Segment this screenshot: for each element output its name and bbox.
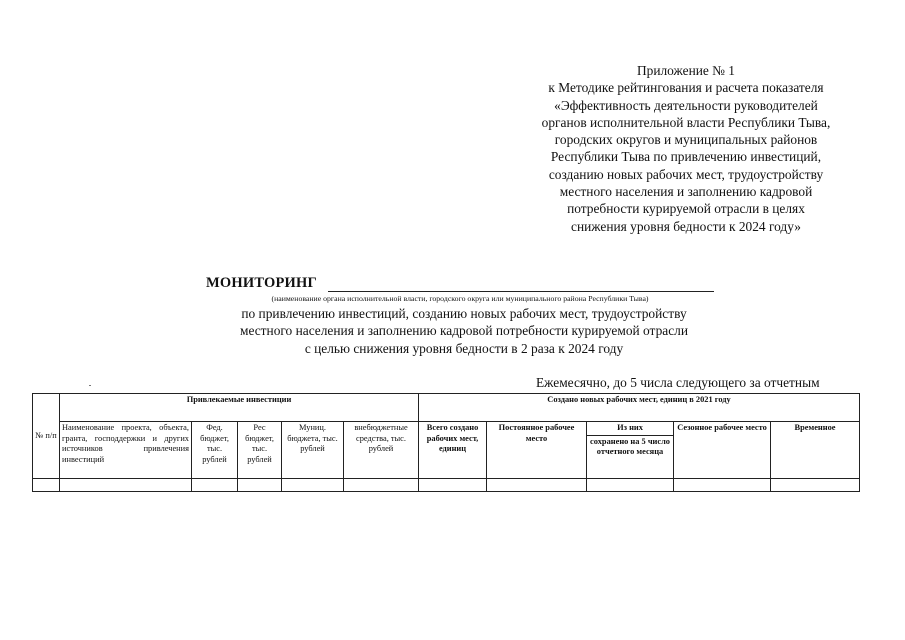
monitoring-subtitle — [190, 305, 738, 357]
monitoring-line: с целью снижения уровня бедности в 2 раза к 2024 году — [304, 340, 624, 356]
col-federal-budget-header: Фед. бюджет, тыс. рублей — [192, 422, 238, 479]
monitoring-note: (наименование органа исполнительной власти, городского округа или муниципального района Республики Тыва) — [271, 294, 649, 303]
appendix-line: городских округов и муниципальных районов — [554, 132, 818, 148]
col-republic-budget-header: Рес бюджет, тыс. рублей — [238, 422, 282, 479]
scan-speck — [89, 385, 91, 386]
table-cell — [344, 479, 419, 492]
table-cell — [674, 479, 771, 492]
monitoring-line: по привлечению инвестиций, созданию новых рабочих мест, трудоустройству — [241, 306, 687, 321]
fill-in-line — [328, 291, 714, 292]
of-them-label: Из них — [587, 423, 673, 436]
monitoring-table-wrap — [32, 393, 859, 492]
appendix-line: органов исполнительной власти Республики Тыва, — [541, 114, 831, 130]
col-seasonal-header: Сезонное рабочее место — [674, 422, 771, 479]
appendix-line: «Эффективность деятельности руководителей — [554, 97, 818, 113]
table-cell — [282, 479, 344, 492]
col-municipal-budget-header: Муниц. бюджета, тыс. рублей — [282, 422, 344, 479]
jobs-group-header: Создано новых рабочих мест, единиц в 2021 году — [419, 394, 860, 422]
col-total-jobs-header: Всего создано рабочих мест, единиц — [419, 422, 487, 479]
col-number-header: № п/п — [33, 394, 60, 479]
col-permanent-header: Постоянное рабочее место — [487, 422, 587, 479]
appendix-line: Республики Тыва по привлечению инвестиций, — [550, 149, 822, 165]
table-cell — [238, 479, 282, 492]
table-cell — [771, 479, 860, 492]
table-cell — [60, 479, 192, 492]
table-cell — [587, 479, 674, 492]
col-project-name-header: Наименование проекта, объекта, гранта, господдержки и других источников привлечения инвестиций — [60, 422, 192, 479]
table-row — [33, 479, 860, 492]
monitoring-table — [32, 393, 860, 492]
table-cell — [192, 479, 238, 492]
appendix-block — [500, 62, 872, 235]
table-cell — [419, 479, 487, 492]
monitoring-line: местного населения и заполнению кадровой потребности курируемой отрасли — [239, 323, 688, 339]
reporting-period: Ежемесячно, до 5 числа следующего за отчетным — [536, 375, 820, 390]
col-temporary-header: Временное — [771, 422, 860, 479]
appendix-line: местного населения и заполнению кадровой — [559, 184, 813, 200]
appendix-line: созданию новых рабочих мест, трудоустройству — [548, 166, 824, 182]
invest-group-header: Привлекаемые инвестиции — [60, 394, 419, 422]
appendix-line: снижения уровня бедности к 2024 году» — [571, 218, 801, 234]
saved-label: сохранено на 5 число отчетного месяца — [590, 436, 670, 457]
appendix-line: Приложение № 1 — [636, 63, 736, 78]
appendix-line: потребности курируемой отрасли в целях — [567, 201, 805, 217]
col-extrabudget-header: внебюджетные средства, тыс. рублей — [344, 422, 419, 479]
col-saved-header — [587, 422, 674, 479]
table-cell — [33, 479, 60, 492]
monitoring-title: МОНИТОРИНГ — [206, 275, 317, 291]
table-cell — [487, 479, 587, 492]
appendix-line: к Методике рейтингования и расчета показателя — [548, 80, 824, 96]
